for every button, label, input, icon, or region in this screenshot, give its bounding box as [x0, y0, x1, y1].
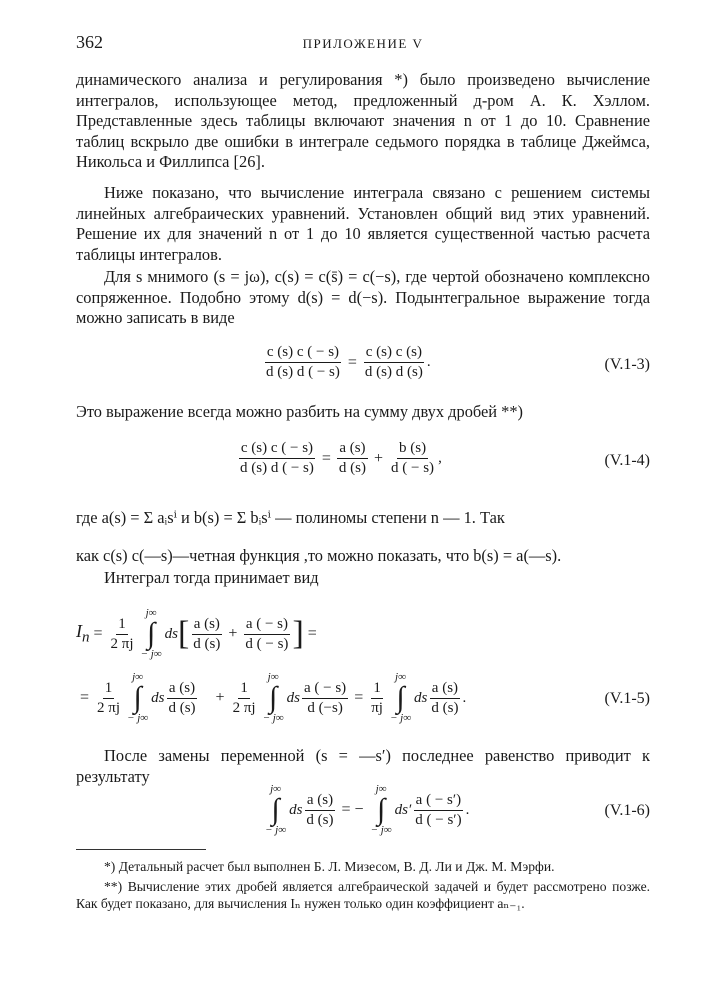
paragraph-8: После замены переменной (s = —s′) последнее равенство приводит к результату — [76, 746, 650, 786]
integral-name: I — [76, 621, 82, 642]
equation-v1-6: j∞ ∫ − j∞ ds $\frac{a (s)}{d (s)}$ = − j∞ ∫ − j∞ ds′ $\frac{a ( - s')}{d ( - s')}$ . — [265, 783, 470, 836]
eq4-lhs-num: c (s) c ( − s) — [239, 440, 315, 459]
equation-v1-4: $\frac{c (s) c ( - s)}{d (s) d ( - s)}$ = $\frac{a (s)}{d (s)}$ + $\frac{b (s)}{d ( - s)}$ , — [240, 440, 442, 476]
paragraph-2: Ниже показано, что вычисление интеграла связано с решением системы линейных алгебраических уравнений. Установлен общий вид этих уравнений. Решение их для значений n от 1 до 10 является существенной частью расчета таблицы интегралов. — [76, 183, 650, 264]
paragraph-3: Для s мнимого (s = jω), c(s) = c(s̄) = c(−s), где чертой обозначено комплексно сопряженное. Подобно этому d(s) = d(−s). Подынтегральное выражение тогда можно записать в виде — [76, 267, 650, 327]
equation-label-v1-4: (V.1-4) — [604, 452, 650, 469]
integral-equation-line-1: $I_n$ = $\frac{1}{2 \pi j}$ j∞ ∫ − j∞ ds [ $\frac{a (s)}{d (s)}$ + $\frac{a ( - s)}{d ( - s)}$ ] = — [76, 607, 317, 660]
eq4-lhs-den: d (s) d ( − s) — [240, 460, 314, 476]
running-title: ПРИЛОЖЕНИЕ V — [302, 36, 424, 51]
eq3-lhs-num: c (s) c ( − s) — [265, 344, 341, 363]
equation-v1-5: = $\frac{1}{2 \pi j}$ j∞ ∫ − j∞ ds $\frac{a (s)}{d (s)}$ + $\frac{1}{2 \pi j}$ j∞ ∫ − j∞ ds $\frac{a ( - s)}{d (-s)}$ = $\frac{1}{\pi j}$ j∞ ∫ − j∞ ds $\frac{a (s)}{d (s)}$ . — [80, 671, 467, 724]
footnote-rule — [76, 849, 206, 850]
footnote-1: *) Детальный расчет был выполнен Б. Л. Мизесом, В. Д. Ли и Дж. М. Мэрфи. — [104, 859, 555, 874]
equation-label-v1-3: (V.1-3) — [604, 356, 650, 373]
eq4-b-num: b (s) — [397, 440, 428, 459]
page-header — [76, 32, 650, 56]
integral-sign: j∞ ∫ − j∞ — [140, 607, 162, 660]
eq3-lhs-den: d (s) d ( − s) — [266, 364, 340, 380]
equation-label-v1-5: (V.1-5) — [604, 690, 650, 707]
paragraph-7: Интеграл тогда принимает вид — [104, 568, 319, 587]
equation-v1-3: $\frac{c (s) c ( - s)}{d (s) d ( - s)}$ = $\frac{c (s) c (s)}{d (s) d (s)}$ . — [266, 344, 431, 380]
eq4-a-den: d (s) — [338, 460, 366, 476]
paragraph-5: где a(s) = Σ aᵢsⁱ и b(s) = Σ bᵢsⁱ — полиномы степени n — 1. Так — [76, 508, 505, 527]
eq3-rhs-num: c (s) c (s) — [364, 344, 424, 363]
equation-label-v1-6: (V.1-6) — [604, 802, 650, 819]
eq4-b-den: d ( − s) — [391, 460, 435, 476]
footnote-2: **) Вычисление этих дробей является алгебраической задачей и будет рассмотрено позже. Как будет показано, для вычисления Iₙ нужен только один коэффициент aₙ₋₁. — [76, 879, 650, 911]
eq3-rhs-den: d (s) d (s) — [364, 364, 423, 380]
paragraph-6: как c(s) c(—s)—четная функция ,то можно показать, что b(s) = a(—s). — [76, 546, 562, 565]
page-number: 362 — [76, 32, 103, 52]
paragraph-1: динамического анализа и регулирования *) было произведено вычисление интегралов, использующее метод, предложенный д-ром А. К. Хэллом. Представленные здесь таблицы включают значения n от 1 до 10. Сравнение таблиц вскрыло две ошибки в интеграле седьмого порядка в таблице Джеймса, Никольса и Филлипса [26]. — [76, 70, 650, 171]
eq4-a-num: a (s) — [337, 440, 367, 459]
paragraph-4: Это выражение всегда можно разбить на сумму двух дробей **) — [76, 402, 524, 421]
